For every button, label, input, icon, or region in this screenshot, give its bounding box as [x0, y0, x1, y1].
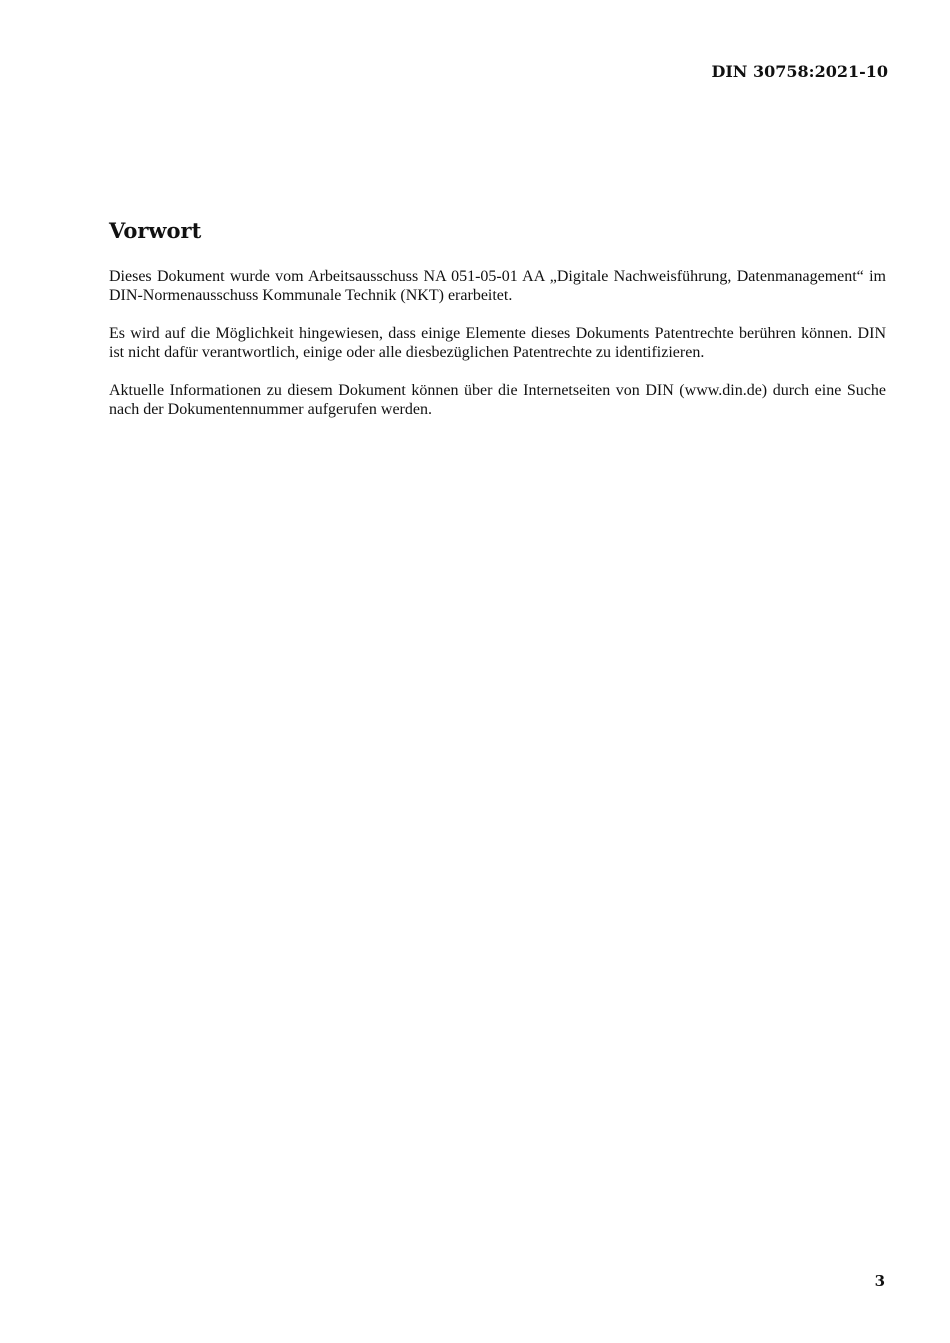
section-title: Vorwort — [109, 218, 202, 243]
foreword-paragraph-3: Aktuelle Informationen zu diesem Dokument können über die Internetseiten von DIN (www.din.de) durch eine Suche nach der Dokumentennummer aufgerufen werden. — [109, 382, 886, 418]
foreword-section — [109, 217, 886, 419]
foreword-paragraph-2: Es wird auf die Möglichkeit hingewiesen, dass einige Elemente dieses Dokuments Patentrechte berühren können. DIN ist nicht dafür verantwortlich, einige oder alle diesbezüglichen Patentrechte zu identifizieren. — [109, 325, 886, 361]
document-id-header: DIN 30758:2021-10 — [711, 62, 888, 81]
foreword-paragraph-1: Dieses Dokument wurde vom Arbeitsausschuss NA 051-05-01 AA „Digitale Nachweisführung, Datenmanagement“ im DIN-Normenausschuss Kommunale Technik (NKT) erarbeitet. — [109, 268, 886, 304]
page-number: 3 — [874, 1272, 885, 1290]
